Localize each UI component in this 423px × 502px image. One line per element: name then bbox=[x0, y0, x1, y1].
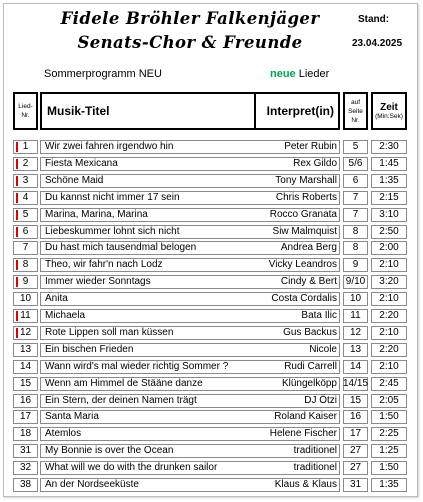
song-title: What will we do with the drunken sailor bbox=[45, 462, 218, 474]
song-number: 16 bbox=[19, 394, 32, 406]
song-number: 2 bbox=[22, 157, 29, 169]
song-interpret: Helene Fischer bbox=[269, 428, 337, 440]
header-zeit-unit: (Min:Sek) bbox=[375, 113, 403, 120]
song-number: 14 bbox=[19, 360, 32, 372]
song-duration: 1:50 bbox=[379, 462, 399, 474]
song-duration: 3:20 bbox=[379, 276, 399, 288]
song-page: 8 bbox=[352, 225, 359, 237]
song-interpret: Bata Ilic bbox=[301, 310, 337, 321]
song-title: Du hast mich tausendmal belogen bbox=[45, 242, 197, 254]
song-interpret: Vicky Leandros bbox=[268, 259, 337, 271]
song-number: 18 bbox=[19, 428, 32, 440]
table-row bbox=[0, 240, 423, 256]
song-title: An der Nordseeküste bbox=[45, 479, 139, 490]
song-number: 1 bbox=[22, 141, 29, 152]
table-row bbox=[0, 426, 423, 442]
song-duration: 2:20 bbox=[379, 310, 399, 321]
song-title: Wenn am Himmel de Stääne danze bbox=[45, 377, 203, 389]
song-interpret: Siw Malmquist bbox=[272, 225, 337, 237]
song-page: 6 bbox=[352, 174, 359, 186]
song-interpret: Andrea Berg bbox=[280, 242, 337, 254]
header-page-number bbox=[343, 92, 368, 130]
song-duration: 2:10 bbox=[379, 293, 399, 305]
song-page: 7 bbox=[352, 191, 359, 203]
song-page: 14 bbox=[349, 360, 362, 372]
song-number: 10 bbox=[19, 293, 32, 305]
song-page: 17 bbox=[349, 428, 362, 440]
table-row bbox=[0, 308, 423, 324]
song-number: 15 bbox=[19, 377, 32, 389]
song-title: Immer wieder Sonntags bbox=[45, 276, 151, 288]
song-page: 31 bbox=[349, 479, 362, 490]
table-row bbox=[0, 325, 423, 341]
song-title: Atemlos bbox=[45, 428, 82, 440]
song-title: Rote Lippen soll man küssen bbox=[45, 326, 174, 338]
song-interpret: Rocco Granata bbox=[269, 208, 337, 220]
song-page: 16 bbox=[349, 411, 362, 423]
choir-title-line1: Fidele Bröhler Falkenjäger bbox=[60, 9, 320, 28]
table-row bbox=[0, 190, 423, 206]
song-page: 13 bbox=[349, 343, 362, 355]
song-page: 8 bbox=[352, 242, 359, 254]
stand-date: 23.04.2025 bbox=[352, 38, 403, 49]
song-duration: 2:45 bbox=[379, 377, 399, 389]
song-interpret: Klüngelköpp bbox=[281, 377, 337, 389]
song-interpret: Roland Kaiser bbox=[274, 411, 337, 423]
song-interpret: Chris Roberts bbox=[275, 191, 337, 203]
table-row bbox=[0, 460, 423, 476]
song-page: 11 bbox=[350, 310, 361, 321]
song-duration: 1:35 bbox=[379, 174, 399, 186]
header-nr-line2: Nr. bbox=[21, 112, 30, 119]
song-duration: 2:00 bbox=[379, 242, 399, 254]
table-row bbox=[0, 156, 423, 172]
song-title: My Bonnie is over the Ocean bbox=[45, 445, 174, 457]
song-number: 6 bbox=[22, 225, 29, 237]
song-page: 5 bbox=[352, 141, 359, 152]
song-duration: 1:45 bbox=[379, 157, 399, 169]
choir-title-line2: Senats-Chor & Freunde bbox=[77, 33, 303, 52]
table-row bbox=[0, 359, 423, 375]
song-duration: 2:10 bbox=[379, 360, 399, 372]
song-page: 27 bbox=[349, 462, 362, 474]
song-page: 7 bbox=[352, 208, 359, 220]
table-row bbox=[0, 342, 423, 358]
header-music-title: Musik-Titel bbox=[40, 92, 256, 130]
header-interpret: Interpret(in) bbox=[254, 92, 340, 130]
header-song-number bbox=[13, 92, 38, 130]
header-seite-line2: Seite bbox=[348, 107, 363, 115]
song-number: 3 bbox=[22, 174, 29, 186]
song-duration: 2:10 bbox=[379, 259, 399, 271]
table-row bbox=[0, 257, 423, 273]
song-interpret: Gus Backus bbox=[283, 326, 337, 338]
song-title: Wann wird's mal wieder richtig Sommer ? bbox=[45, 360, 229, 372]
song-duration: 1:35 bbox=[379, 479, 399, 490]
song-interpret: Rudi Carrell bbox=[284, 360, 337, 372]
header-zeit-label: Zeit bbox=[380, 102, 398, 113]
song-number: 7 bbox=[22, 242, 29, 254]
table-row bbox=[0, 224, 423, 240]
song-title: Anita bbox=[45, 293, 68, 305]
song-interpret: Costa Cordalis bbox=[271, 293, 337, 305]
song-duration: 2:10 bbox=[379, 326, 399, 338]
stand-label: Stand: bbox=[358, 14, 390, 25]
table-row bbox=[0, 393, 423, 409]
legend-rest: Lieder bbox=[295, 68, 330, 80]
song-interpret: Peter Rubin bbox=[284, 141, 337, 152]
song-page: 9 bbox=[352, 259, 359, 271]
song-number: 8 bbox=[22, 259, 29, 271]
song-duration: 2:15 bbox=[379, 191, 399, 203]
song-page: 27 bbox=[349, 445, 362, 457]
song-page: 5/6 bbox=[348, 157, 363, 169]
song-interpret: Rex Gildo bbox=[293, 157, 337, 169]
song-duration: 3:10 bbox=[379, 208, 399, 220]
song-number: 13 bbox=[19, 343, 32, 355]
song-number: 31 bbox=[19, 445, 32, 457]
song-interpret: Cindy & Bert bbox=[280, 276, 337, 288]
table-row bbox=[0, 477, 423, 493]
song-title: Michaela bbox=[45, 310, 86, 321]
song-number: 11 bbox=[20, 310, 31, 321]
song-number: 12 bbox=[19, 326, 32, 338]
header-seite-line1: auf bbox=[350, 98, 361, 106]
song-interpret: Tony Marshall bbox=[275, 174, 337, 186]
song-page: 15 bbox=[349, 394, 362, 406]
new-word: neue bbox=[270, 68, 296, 80]
song-duration: 1:25 bbox=[379, 445, 399, 457]
song-duration: 2:30 bbox=[379, 141, 399, 152]
program-name: Sommerprogramm NEU bbox=[44, 68, 162, 80]
song-duration: 1:50 bbox=[379, 411, 399, 423]
table-row bbox=[0, 376, 423, 392]
song-title: Fiesta Mexicana bbox=[45, 157, 118, 169]
header-nr-line1: Lied- bbox=[18, 103, 33, 110]
song-interpret: Klaus & Klaus bbox=[274, 479, 337, 490]
song-duration: 2:50 bbox=[379, 225, 399, 237]
song-title: Theo, wir fahr'n nach Lodz bbox=[45, 259, 163, 271]
song-number: 38 bbox=[19, 479, 32, 490]
song-title: Marina, Marina, Marina bbox=[45, 208, 148, 220]
song-number: 5 bbox=[22, 208, 29, 220]
song-number: 32 bbox=[19, 462, 32, 474]
song-duration: 2:25 bbox=[379, 428, 399, 440]
new-songs-legend bbox=[270, 68, 329, 80]
song-title: Santa Maria bbox=[45, 411, 99, 423]
song-title: Ein Stern, der deinen Namen trägt bbox=[45, 394, 197, 406]
song-page: 9/10 bbox=[345, 276, 366, 288]
table-row bbox=[0, 139, 423, 155]
song-page: 10 bbox=[349, 293, 362, 305]
table-row bbox=[0, 409, 423, 425]
song-interpret: traditionel bbox=[293, 462, 337, 474]
song-page: 14/15 bbox=[343, 377, 369, 389]
table-row bbox=[0, 173, 423, 189]
table-row bbox=[0, 291, 423, 307]
song-interpret: traditionel bbox=[293, 445, 337, 457]
table-row bbox=[0, 207, 423, 223]
song-number: 9 bbox=[22, 276, 29, 288]
song-page: 12 bbox=[349, 326, 362, 338]
song-duration: 2:20 bbox=[379, 343, 399, 355]
song-interpret: Nicole bbox=[309, 343, 337, 355]
header-duration bbox=[371, 92, 407, 130]
song-title: Du kannst nicht immer 17 sein bbox=[45, 191, 180, 203]
song-number: 4 bbox=[22, 191, 29, 203]
table-row bbox=[0, 443, 423, 459]
song-title: Wir zwei fahren irgendwo hin bbox=[45, 141, 174, 152]
song-interpret: DJ Ötzi bbox=[304, 394, 337, 406]
song-number: 17 bbox=[19, 411, 32, 423]
song-duration: 2:05 bbox=[379, 394, 399, 406]
song-title: Ein bischen Frieden bbox=[45, 343, 134, 355]
song-title: Schöne Maid bbox=[45, 174, 104, 186]
header-seite-line3: Nr. bbox=[351, 116, 360, 124]
song-title: Liebeskummer lohnt sich nicht bbox=[45, 225, 180, 237]
table-row bbox=[0, 274, 423, 290]
